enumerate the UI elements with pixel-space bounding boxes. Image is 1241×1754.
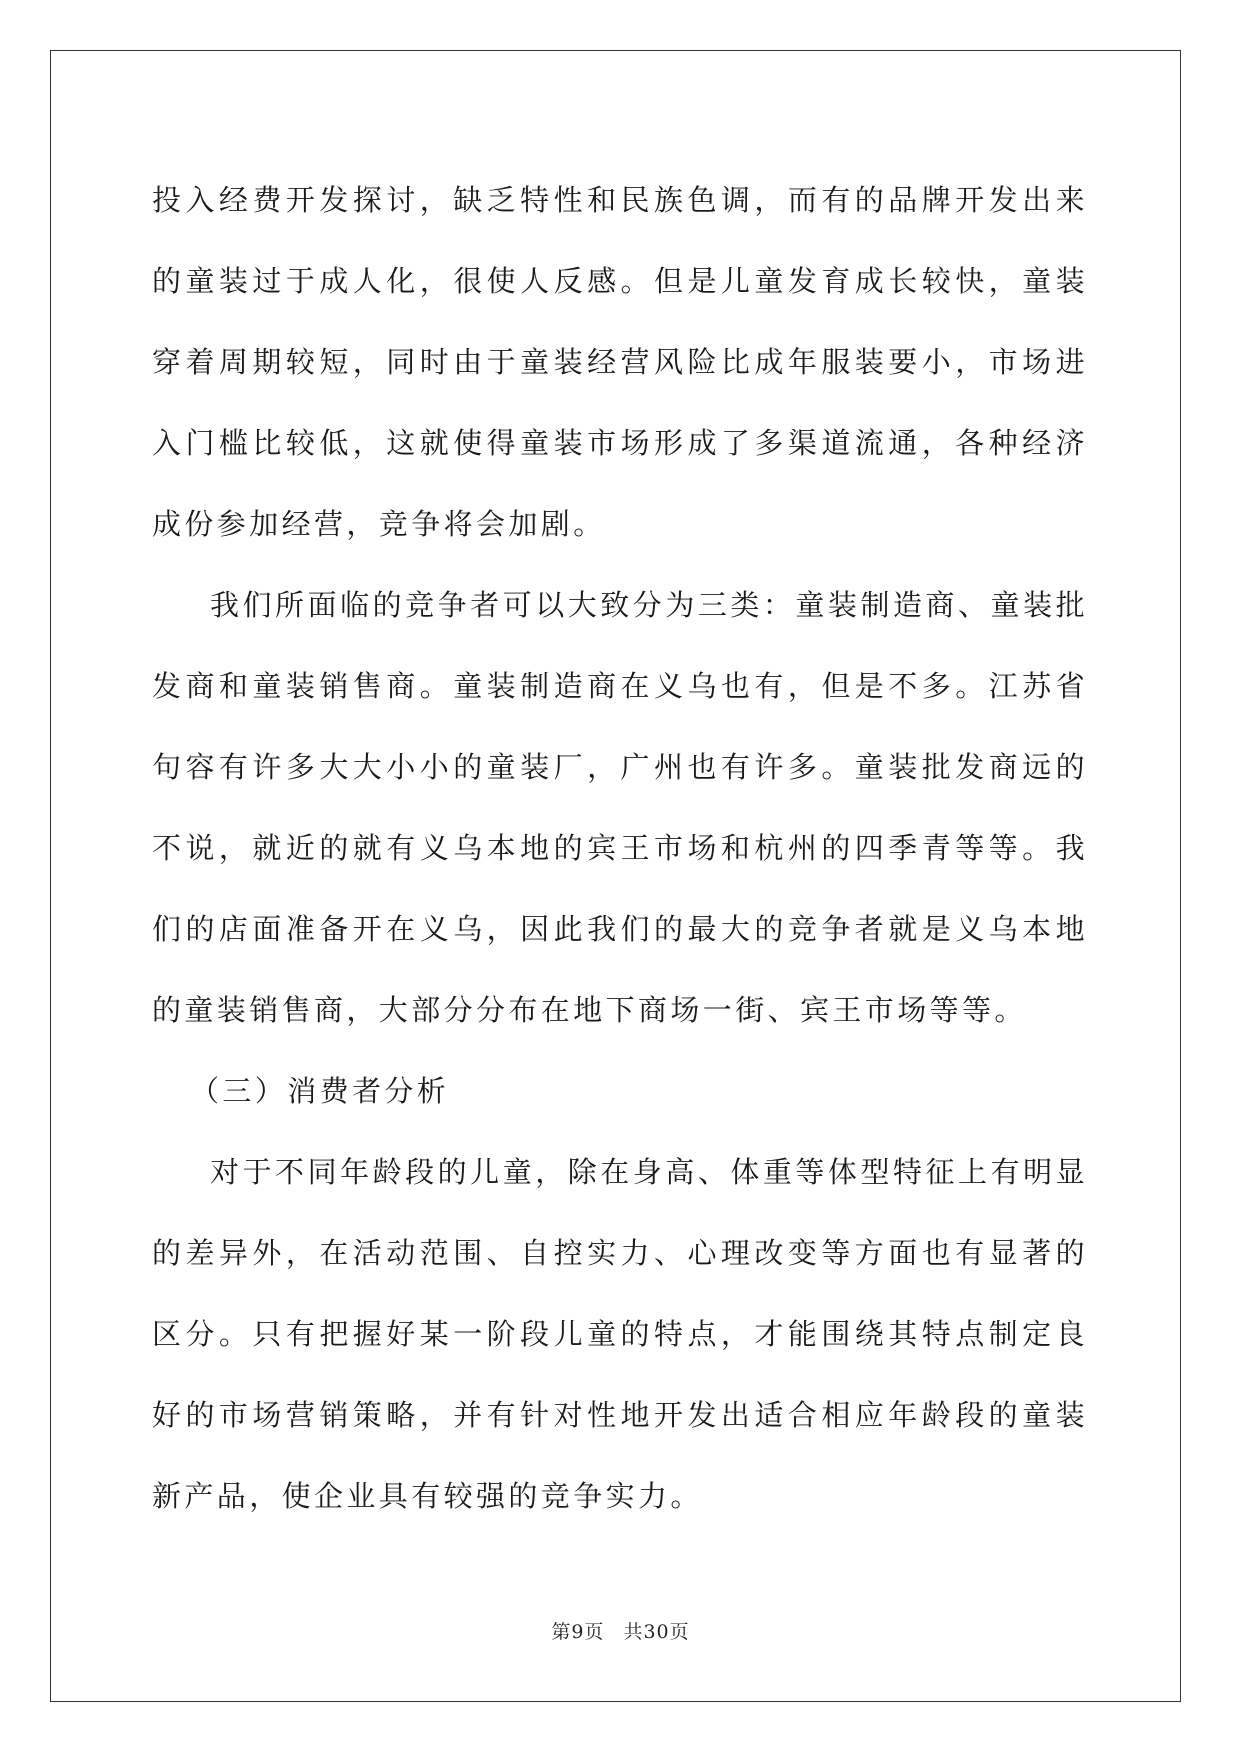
paragraph-consumer-analysis: 对于不同年龄段的儿童，除在身高、体重等体型特征上有明显的差异外，在活动范围、自控实力、心理改变等方面也有显著的区分。只有把握好某一阶段儿童的特点，才能围绕其特点制定良好的市场营销策略，并有针对性地开发出适合相应年龄段的童装新产品，使企业具有较强的竞争实力。 — [152, 1155, 1088, 1513]
document-body — [152, 160, 1088, 1537]
paragraph-competitors: 我们所面临的竞争者可以大致分为三类：童装制造商、童装批发商和童装销售商。童装制造商在义乌也有，但是不多。江苏省句容有许多大大小小的童装厂，广州也有许多。童装批发商远的不说，就近的就有义乌本地的宾王市场和杭州的四季青等等。我们的店面准备开在义乌，因此我们的最大的竞争者就是义乌本地的童装销售商，大部分分布在地下商场一街、宾王市场等等。 — [152, 588, 1088, 1027]
section-heading: （三）消费者分析 — [190, 1074, 450, 1108]
page-total: 共30页 — [623, 1621, 690, 1643]
page-footer — [0, 1617, 1241, 1644]
page-number: 第9页 — [551, 1621, 605, 1643]
paragraph-continuation: 投入经费开发探讨，缺乏特性和民族色调，而有的品牌开发出来的童装过于成人化，很使人反感。但是儿童发育成长较快，童装穿着周期较短，同时由于童装经营风险比成年服装要小，市场进入门槛比较低，这就使得童装市场形成了多渠道流通，各种经济成份参加经营，竞争将会加剧。 — [152, 183, 1088, 541]
